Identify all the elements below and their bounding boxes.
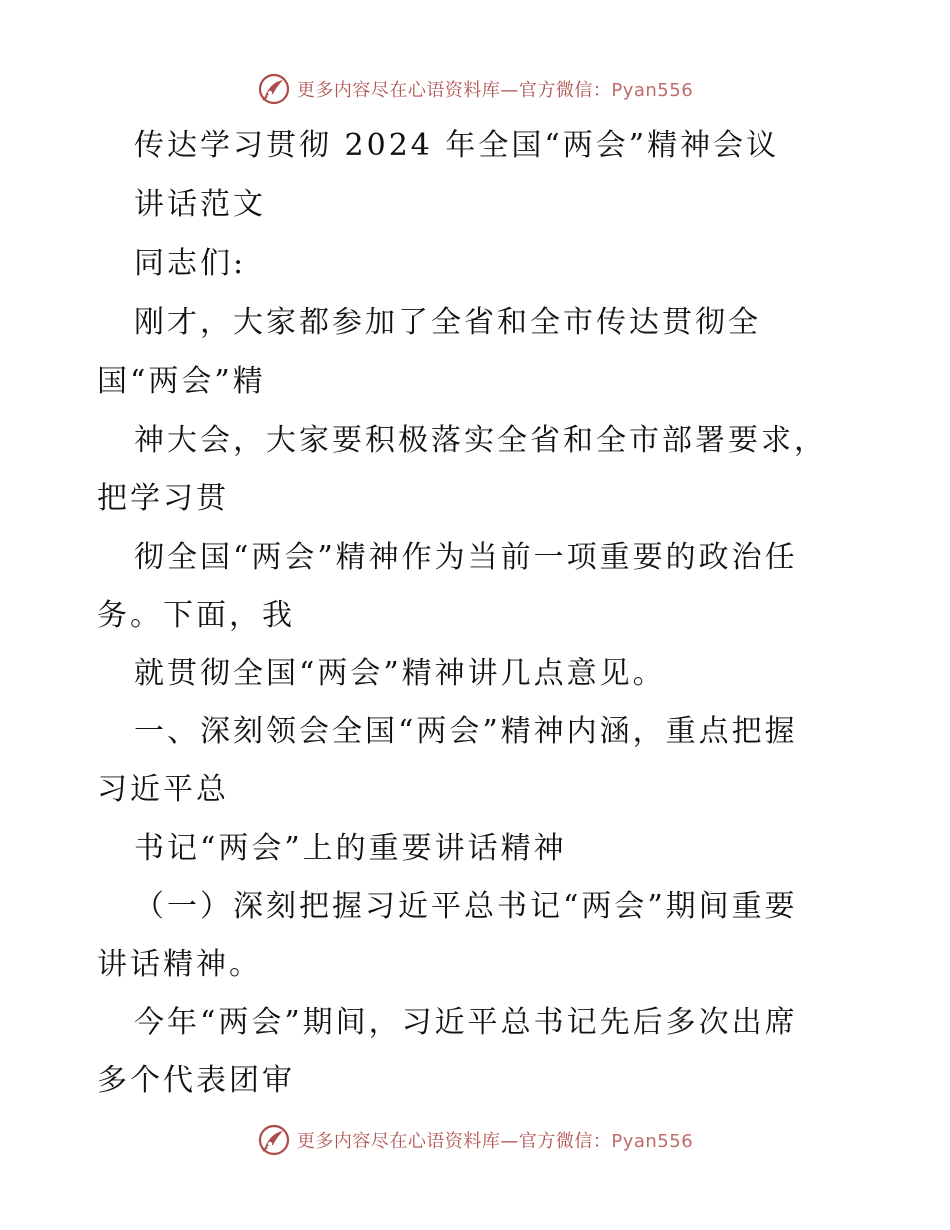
paragraph-line: 务。下面，我 bbox=[97, 598, 295, 633]
subsection-heading-line-1: （一）深刻把握习近平总书记“两会”期间重要 bbox=[134, 889, 798, 924]
watermark-id: Pyan556 bbox=[611, 1131, 694, 1152]
subsection-heading-line-2: 讲话精神。 bbox=[97, 947, 262, 982]
paragraph-line: 多个代表团审 bbox=[97, 1063, 295, 1098]
pen-logo-icon bbox=[257, 72, 291, 106]
paragraph-line: 就贯彻全国“两会”精神讲几点意见。 bbox=[134, 656, 666, 691]
section-heading-line-2: 习近平总 bbox=[97, 772, 229, 807]
watermark-text bbox=[297, 1127, 693, 1153]
watermark-main: 更多内容尽在心语资料库 bbox=[296, 80, 501, 101]
watermark-id: Pyan556 bbox=[611, 80, 694, 101]
paragraph-line: 今年“两会”期间，习近平总书记先后多次出席 bbox=[134, 1005, 798, 1040]
watermark-contact: 官方微信： bbox=[518, 1131, 612, 1152]
document-title-line-2: 讲话范文 bbox=[134, 187, 266, 222]
watermark-text bbox=[297, 76, 693, 102]
watermark-main: 更多内容尽在心语资料库 bbox=[296, 1131, 501, 1152]
paragraph-line: 把学习贯 bbox=[97, 481, 229, 516]
salutation: 同志们: bbox=[134, 246, 247, 281]
watermark-separator: — bbox=[500, 80, 519, 101]
section-heading-line-3: 书记“两会”上的重要讲话精神 bbox=[134, 831, 567, 866]
paragraph-line: 国“两会”精 bbox=[97, 364, 266, 399]
header-watermark bbox=[0, 72, 950, 106]
footer-watermark bbox=[0, 1123, 950, 1157]
pen-logo-icon bbox=[257, 1123, 291, 1157]
paragraph-line: 刚才，大家都参加了全省和全市传达贯彻全 bbox=[134, 305, 761, 340]
paragraph-line: 彻全国“两会”精神作为当前一项重要的政治任 bbox=[134, 540, 798, 575]
document-title-line-1: 传达学习贯彻 2024 年全国“两会”精神会议 bbox=[134, 128, 780, 163]
paragraph-line: 神大会，大家要积极落实全省和全市部署要求， bbox=[134, 423, 827, 458]
watermark-contact: 官方微信： bbox=[518, 80, 612, 101]
section-heading-line-1: 一、深刻领会全国“两会”精神内涵，重点把握 bbox=[134, 714, 798, 749]
watermark-separator: — bbox=[500, 1131, 519, 1152]
